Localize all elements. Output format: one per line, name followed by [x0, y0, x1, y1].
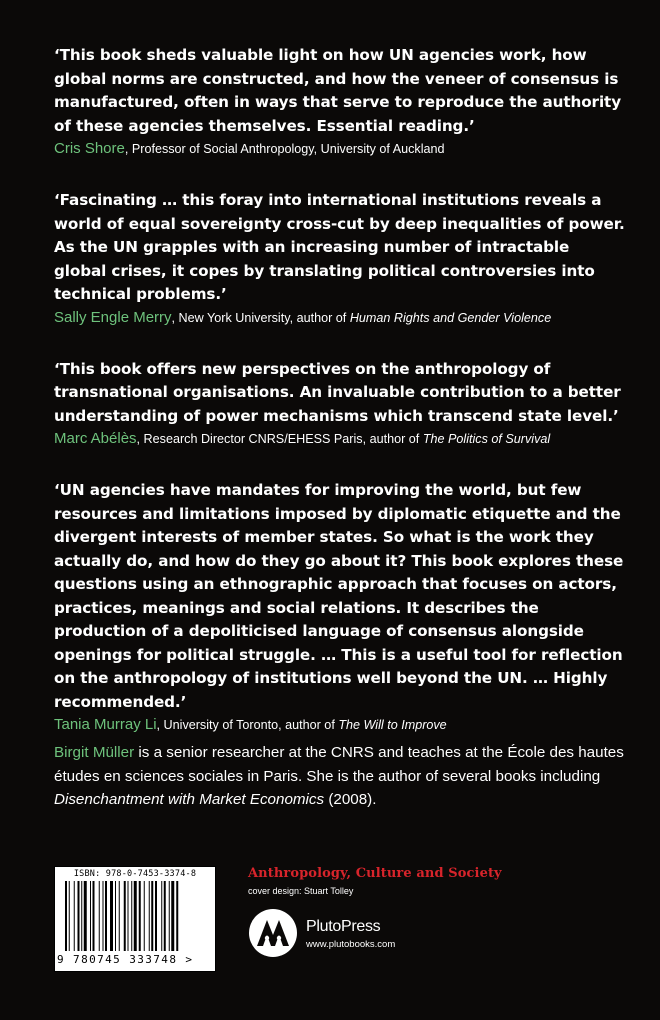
endorsement: [54, 44, 626, 159]
endorsement-quote: ‘This book sheds valuable light on how UN agencies work, how global norms are constructed, and how the veneer of consensus is manufactured, often in ways that serve to reproduce the authority of these agencies themselves. Essential reading.’: [54, 46, 622, 135]
bio-text-end: (2008).: [324, 791, 377, 808]
endorsement-quote: ‘Fascinating … this foray into international institutions reveals a world of equal sovereignty cross-cut by deep inequalities of power. As the UN grapples with an increasing number of intractable global crises, it copes by translating political controversies into technical problems.’: [54, 191, 625, 303]
barcode-bar: [171, 881, 174, 951]
barcode-bars: [63, 881, 209, 951]
barcode-bar: [90, 881, 91, 951]
barcode-bar: [103, 881, 104, 951]
endorsement: [54, 189, 626, 328]
barcode-number: 9 780745 333748 >: [57, 953, 194, 966]
barcode-bar: [69, 881, 70, 951]
barcode-bar: [65, 881, 67, 951]
endorsement: [54, 479, 626, 735]
isbn-label: ISBN: 978-0-7453-3374-8: [73, 869, 197, 879]
endorsement: [54, 358, 626, 450]
barcode-bar: [110, 881, 113, 951]
endorsements: [54, 44, 626, 765]
barcode-bar: [105, 881, 107, 951]
endorser-work-title: Human Rights and Gender Violence: [349, 310, 552, 325]
endorser-affiliation: , Professor of Social Anthropology, University of Auckland: [124, 142, 445, 156]
endorser-name: Marc Abélès: [54, 430, 137, 447]
endorsement-attribution: [54, 429, 626, 449]
endorser-name: Sally Engle Merry: [54, 308, 172, 326]
barcode-bar: [155, 881, 157, 951]
barcode-bar: [81, 881, 82, 951]
publisher-url: www.plutobooks.com: [306, 939, 396, 950]
barcode-bar: [78, 881, 80, 951]
cover-design-credit: cover design: Stuart Tolley: [248, 886, 354, 896]
barcode-bar: [124, 881, 126, 951]
barcode-bar: [161, 881, 162, 951]
barcode-bar: [176, 881, 178, 951]
endorsement-attribution: [54, 308, 626, 328]
endorser-work-title: The Politics of Survival: [422, 432, 551, 446]
barcode-bar: [128, 881, 129, 951]
barcode-bar: [84, 881, 87, 951]
publisher-name: PlutoPress: [306, 918, 381, 935]
barcode-bar: [134, 881, 137, 951]
barcode-bar: [144, 881, 145, 951]
endorsement-attribution: [54, 139, 626, 159]
barcode-bar: [99, 881, 100, 951]
series-title: Anthropology, Culture and Society: [248, 866, 502, 881]
endorser-affiliation: , Research Director CNRS/EHESS Paris, author of: [136, 432, 423, 446]
pluto-press-logo-icon: [248, 908, 298, 958]
barcode-bar: [149, 881, 150, 951]
endorser-name: Tania Murray Li: [54, 716, 157, 733]
barcode-bar: [115, 881, 116, 951]
bio-book-title: Disenchantment with Market Economics: [54, 791, 325, 808]
isbn-barcode: [54, 866, 216, 972]
barcode-bar: [151, 881, 153, 951]
barcode-bar: [164, 881, 166, 951]
author-name: Birgit Müller: [54, 744, 135, 761]
endorser-affiliation: , University of Toronto, author of: [156, 718, 339, 732]
barcode-bar: [131, 881, 132, 951]
barcode-bar: [119, 881, 120, 951]
barcode-bar: [74, 881, 75, 951]
barcode-bar: [139, 881, 141, 951]
endorsement-quote: ‘UN agencies have mandates for improving the world, but few resources and limitations imposed by diplomatic etiquette and the divergent interests of member states. So what is the work they actually do, and how do they go about it? This book explores these questions using an ethnographic approach that focuses on actors, practices, meanings and social relations. It describes the production of a depoliticised language of consensus alongside openings for political struggle. … This is a useful tool for reflection on the anthropology of institutions well beyond the UN. … Highly recommended.’: [54, 481, 624, 711]
endorser-name: Cris Shore: [54, 140, 125, 157]
endorsement-attribution: [54, 715, 626, 735]
author-bio: [54, 741, 654, 812]
endorser-affiliation: , New York University, author of: [171, 310, 350, 325]
endorser-work-title: The Will to Improve: [338, 718, 447, 732]
barcode-bar: [93, 881, 95, 951]
barcode-bar: [169, 881, 170, 951]
bio-text: is a senior researcher at the CNRS and teaches at the École des hautes études en sciences sociales in Paris. She is the author of several books including: [54, 744, 624, 785]
endorsement-quote: ‘This book offers new perspectives on the anthropology of transnational organisations. An invaluable contribution to a better understanding of power mechanisms which transcend state level.’: [54, 359, 621, 425]
